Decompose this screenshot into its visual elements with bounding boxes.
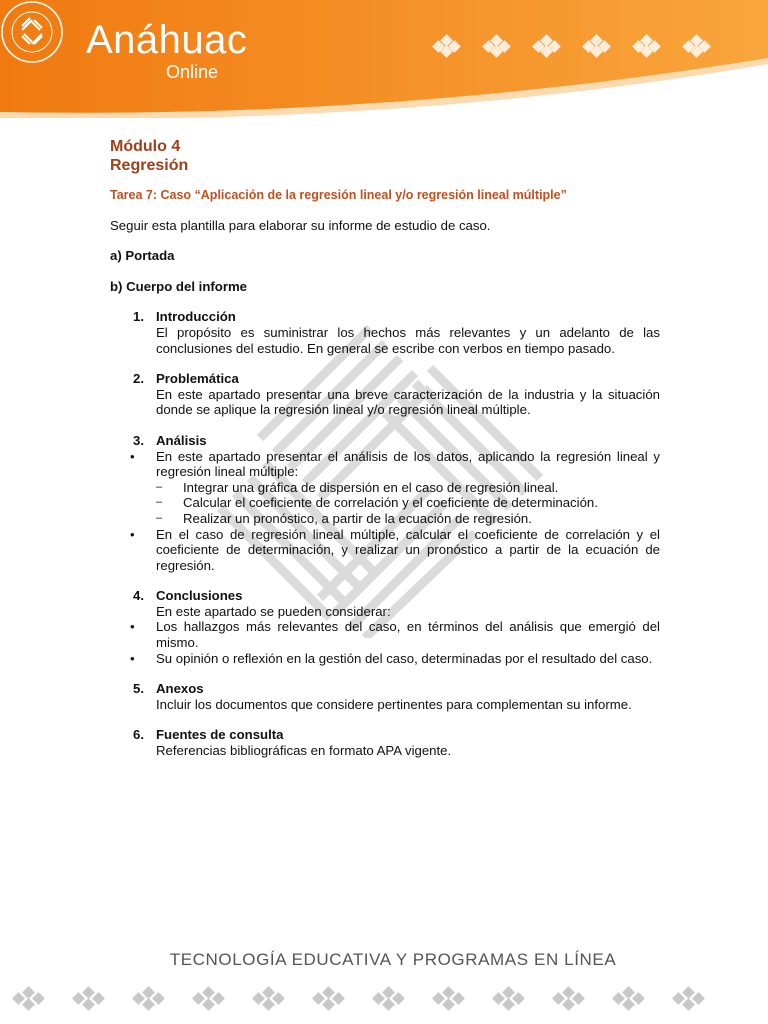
item-text: En este apartado presentar una breve caracterización de la industria y la situación donde se aplique la regresión lineal y/o regresión lineal múltiple. [156,386,660,418]
footer-title: TECNOLOGÍA EDUCATIVA Y PROGRAMAS EN LÍNEA [169,950,617,969]
diamond-icon [630,36,664,56]
diamond-icon [132,988,166,1010]
item-text: Incluir los documentos que considere pertinentes para complementan su informe. [156,696,632,712]
list-item [110,727,660,758]
dash-item: – Integrar una gráfica de dispersión en el caso de regresión lineal. [110,480,660,496]
diamond-icon [72,988,106,1010]
diamond-icon [552,988,586,1010]
intro-text: Seguir esta plantilla para elaborar su informe de estudio de caso. [110,217,491,233]
diamond-icon [580,36,614,56]
diamond-icon [492,988,526,1010]
item-text: El propósito es suministrar los hechos más relevantes y un adelanto de las conclusiones del estudio. En general se escribe con verbos en tiempo pasado. [156,324,660,356]
diamond-icon [312,988,346,1010]
module-topic: Regresión [110,157,189,174]
list-item [110,681,660,712]
item-text: En este apartado se pueden considerar: [156,603,391,619]
module-number: Módulo 4 [110,138,181,155]
item-number: 6. [133,727,144,743]
bullet-item: • Su opinión o reflexión en la gestión del caso, determinadas por el resultado del caso. [110,651,660,667]
item-title: Anexos [156,681,204,697]
item-title: Introducción [156,309,236,325]
diamond-icon [430,36,464,56]
item-title: Conclusiones [156,588,243,604]
bullet-item: • En el caso de regresión lineal múltiple, calcular el coeficiente de correlación y el coeficiente de determinación, y realizar un pronóstico a partir de la ecuación de regresión. [110,527,660,574]
section-portada: a) Portada [110,248,175,264]
report-sections-list [110,309,660,758]
diamond-icon [372,988,406,1010]
header-diamond-pattern [430,36,714,56]
item-title: Problemática [156,371,239,387]
diamond-icon [432,988,466,1010]
item-number: 2. [133,371,144,387]
footer-diamond-pattern [12,988,706,1010]
list-item [110,371,660,418]
diamond-icon [12,988,46,1010]
dash-item: – Calcular el coeficiente de correlación y el coeficiente de determinación. [110,495,660,511]
section-cuerpo: b) Cuerpo del informe [110,278,248,294]
bullet-item: • En este apartado presentar el análisis de los datos, aplicando la regresión lineal y regresión lineal múltiple: [110,449,660,480]
item-title: Fuentes de consulta [156,727,284,743]
diamond-icon [252,988,286,1010]
item-number: 5. [133,681,144,697]
list-item [110,588,660,666]
bullet-item: • Los hallazgos más relevantes del caso, en términos del análisis que emergió del mismo. [110,619,660,650]
diamond-icon [680,36,714,56]
university-seal-logo [0,0,64,64]
brand-subtitle: Online [166,62,219,82]
list-item [110,309,660,356]
header-banner [0,0,768,118]
diamond-icon [530,36,564,56]
item-text: Referencias bibliográficas en formato APA vigente. [156,743,452,759]
dash-item: – Realizar un pronóstico, a partir de la ecuación de regresión. [110,511,660,527]
diamond-icon [672,988,706,1010]
item-number: 1. [133,309,144,325]
diamond-icon [480,36,514,56]
document-body [110,137,660,774]
item-number: 3. [133,432,144,448]
item-number: 4. [133,588,144,604]
diamond-icon [192,988,226,1010]
diamond-icon [612,988,646,1010]
list-item [110,433,660,573]
brand-name: Anáhuac [86,18,248,62]
brand-wordmark [86,20,247,82]
item-title: Análisis [156,432,207,448]
task-title: Tarea 7: Caso “Aplicación de la regresión lineal y/o regresión lineal múltiple” [110,188,567,202]
